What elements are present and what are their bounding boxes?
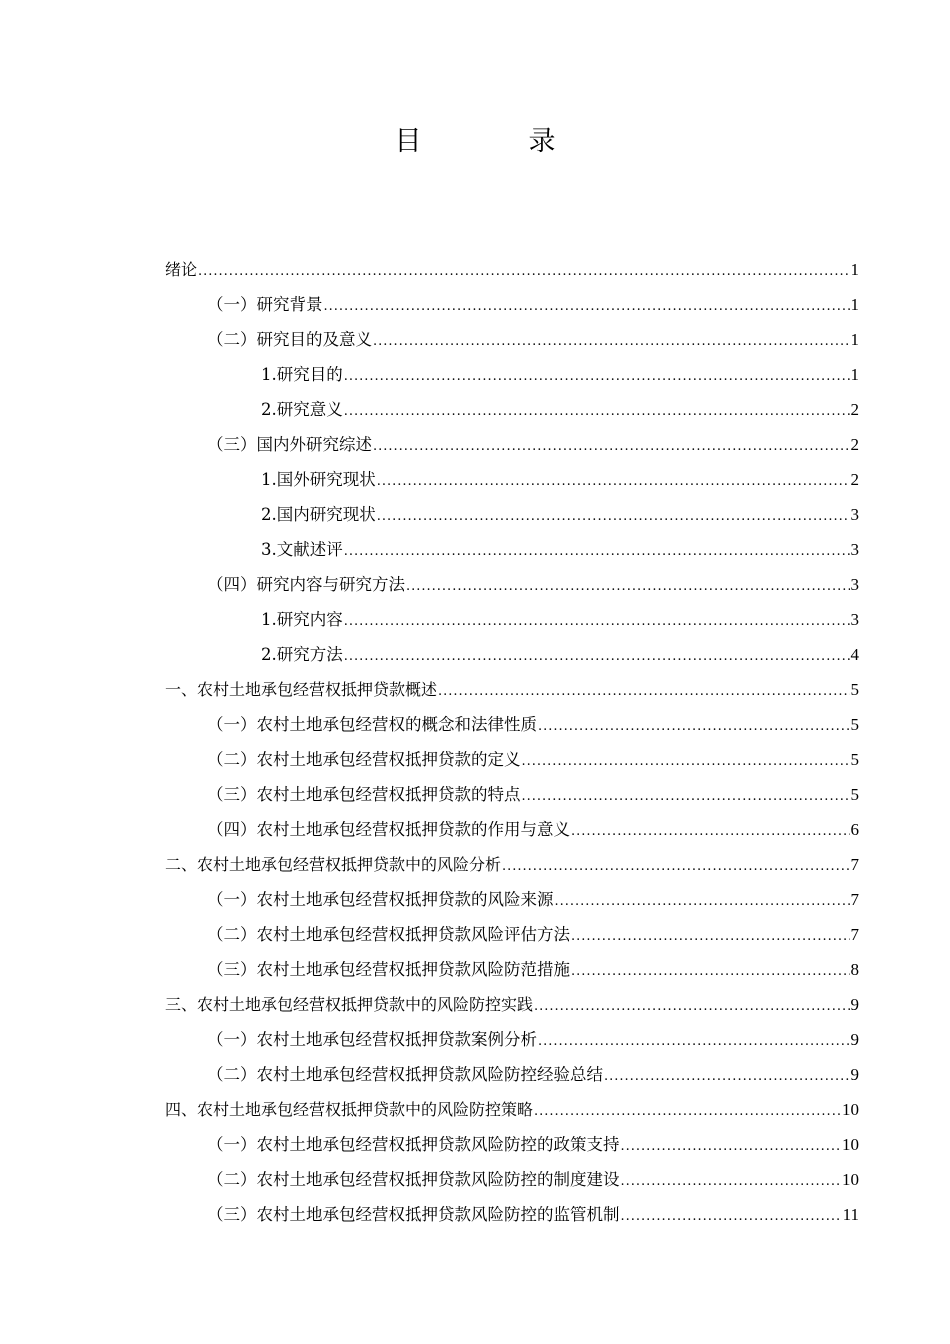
dot-leader <box>604 1059 850 1094</box>
toc-entry-page-number: 2 <box>850 435 859 454</box>
toc-entry[interactable] <box>165 672 859 707</box>
toc-entry[interactable] <box>165 462 859 497</box>
toc-entry-page-number: 3 <box>850 610 859 629</box>
toc-entry-page-number: 10 <box>842 1100 859 1119</box>
toc-entry-title: （一）农村土地承包经营权抵押贷款案例分析 <box>207 1030 537 1049</box>
toc-entry-page-number: 10 <box>842 1170 859 1189</box>
dot-leader <box>373 324 850 359</box>
toc-entry[interactable] <box>165 1057 859 1092</box>
toc-entry-page-number: 9 <box>850 995 859 1014</box>
toc-entry-title: （二）研究目的及意义 <box>207 330 372 349</box>
toc-entry-title: （三）农村土地承包经营权抵押贷款风险防范措施 <box>207 960 570 979</box>
toc-entry[interactable] <box>165 952 859 987</box>
dot-leader <box>344 639 850 674</box>
toc-entry-page-number: 7 <box>850 855 859 874</box>
dot-leader <box>344 534 850 569</box>
toc-entry-page-number: 1 <box>850 260 859 279</box>
dot-leader <box>571 954 850 989</box>
toc-entry-page-number: 10 <box>842 1135 859 1154</box>
toc-entry[interactable] <box>165 777 859 812</box>
toc-entry-page-number: 5 <box>850 680 859 699</box>
dot-leader <box>534 989 849 1024</box>
toc-entry-title: 2.研究意义 <box>261 400 343 419</box>
table-of-contents <box>165 252 859 1232</box>
dot-leader <box>538 1024 850 1059</box>
dot-leader <box>344 359 850 394</box>
toc-entry-title: （三）国内外研究综述 <box>207 435 372 454</box>
toc-entry-title: （二）农村土地承包经营权抵押贷款风险防控经验总结 <box>207 1065 603 1084</box>
toc-entry[interactable] <box>165 812 859 847</box>
dot-leader <box>538 709 850 744</box>
toc-entry-title: （二）农村土地承包经营权抵押贷款风险防控的制度建设 <box>207 1170 620 1189</box>
toc-entry-page-number: 1 <box>850 295 859 314</box>
toc-entry-title: 2.研究方法 <box>261 645 343 664</box>
toc-entry-page-number: 1 <box>850 365 859 384</box>
toc-entry-title: （一）农村土地承包经营权的概念和法律性质 <box>207 715 537 734</box>
dot-leader <box>571 919 850 954</box>
toc-entry[interactable] <box>165 357 859 392</box>
toc-entry[interactable] <box>165 707 859 742</box>
toc-entry-title: （二）农村土地承包经营权抵押贷款的定义 <box>207 750 521 769</box>
dot-leader <box>377 464 850 499</box>
toc-entry[interactable] <box>165 532 859 567</box>
toc-entry-page-number: 7 <box>850 925 859 944</box>
dot-leader <box>621 1129 842 1164</box>
dot-leader <box>406 569 850 604</box>
toc-entry-title: （二）农村土地承包经营权抵押贷款风险评估方法 <box>207 925 570 944</box>
dot-leader <box>373 429 850 464</box>
toc-entry-page-number: 8 <box>850 960 859 979</box>
toc-entry-page-number: 7 <box>850 890 859 909</box>
toc-entry-page-number: 6 <box>850 820 859 839</box>
toc-entry[interactable] <box>165 427 859 462</box>
dot-leader <box>344 394 850 429</box>
dot-leader <box>522 779 850 814</box>
toc-entry-page-number: 2 <box>850 470 859 489</box>
toc-entry[interactable] <box>165 252 859 287</box>
toc-entry[interactable] <box>165 322 859 357</box>
toc-entry-page-number: 11 <box>842 1205 859 1224</box>
toc-entry-title: 一、农村土地承包经营权抵押贷款概述 <box>165 680 438 699</box>
dot-leader <box>377 499 850 534</box>
toc-entry-page-number: 5 <box>850 785 859 804</box>
dot-leader <box>502 849 849 884</box>
toc-entry-page-number: 3 <box>850 540 859 559</box>
toc-entry[interactable] <box>165 637 859 672</box>
toc-entry-page-number: 5 <box>850 715 859 734</box>
toc-entry[interactable] <box>165 392 859 427</box>
toc-entry-title: 二、农村土地承包经营权抵押贷款中的风险分析 <box>165 855 502 874</box>
toc-entry-title: 2.国内研究现状 <box>261 505 376 524</box>
toc-entry[interactable] <box>165 742 859 777</box>
toc-entry[interactable] <box>165 1092 859 1127</box>
page-title: 目 录 <box>394 126 596 157</box>
dot-leader <box>522 744 850 779</box>
toc-entry-page-number: 4 <box>850 645 859 664</box>
toc-entry[interactable] <box>165 1162 859 1197</box>
toc-entry[interactable] <box>165 917 859 952</box>
toc-entry[interactable] <box>165 1022 859 1057</box>
toc-entry-title: 1.国外研究现状 <box>261 470 376 489</box>
toc-entry-title: （一）研究背景 <box>207 295 323 314</box>
toc-entry[interactable] <box>165 882 859 917</box>
toc-entry-title: （三）农村土地承包经营权抵押贷款的特点 <box>207 785 521 804</box>
toc-entry-title: （三）农村土地承包经营权抵押贷款风险防控的监管机制 <box>207 1205 620 1224</box>
toc-entry[interactable] <box>165 602 859 637</box>
toc-entry-title: 1.研究目的 <box>261 365 343 384</box>
dot-leader <box>438 674 849 709</box>
dot-leader <box>571 814 850 849</box>
toc-entry-title: （一）农村土地承包经营权抵押贷款的风险来源 <box>207 890 554 909</box>
toc-entry-page-number: 1 <box>850 330 859 349</box>
toc-entry[interactable] <box>165 1127 859 1162</box>
dot-leader <box>324 289 850 324</box>
toc-entry[interactable] <box>165 567 859 602</box>
toc-entry-page-number: 9 <box>850 1030 859 1049</box>
dot-leader <box>534 1094 841 1129</box>
toc-entry-page-number: 5 <box>850 750 859 769</box>
toc-entry-page-number: 9 <box>850 1065 859 1084</box>
toc-entry[interactable] <box>165 987 859 1022</box>
dot-leader <box>344 604 850 639</box>
toc-entry-title: （四）研究内容与研究方法 <box>207 575 405 594</box>
toc-entry[interactable] <box>165 1197 859 1232</box>
toc-entry-title: 四、农村土地承包经营权抵押贷款中的风险防控策略 <box>165 1100 534 1119</box>
dot-leader <box>555 884 850 919</box>
toc-entry-title: 3.文献述评 <box>261 540 343 559</box>
toc-entry[interactable] <box>165 847 859 882</box>
toc-entry-title: 三、农村土地承包经营权抵押贷款中的风险防控实践 <box>165 995 534 1014</box>
toc-entry-title: （四）农村土地承包经营权抵押贷款的作用与意义 <box>207 820 570 839</box>
toc-entry-page-number: 3 <box>850 575 859 594</box>
dot-leader <box>621 1164 842 1199</box>
toc-entry-page-number: 3 <box>850 505 859 524</box>
toc-entry[interactable] <box>165 497 859 532</box>
toc-entry-title: （一）农村土地承包经营权抵押贷款风险防控的政策支持 <box>207 1135 620 1154</box>
toc-entry-title: 1.研究内容 <box>261 610 343 629</box>
dot-leader <box>621 1199 842 1234</box>
toc-entry[interactable] <box>165 287 859 322</box>
toc-entry-page-number: 2 <box>850 400 859 419</box>
dot-leader <box>198 254 849 289</box>
toc-entry-title: 绪论 <box>165 260 198 279</box>
